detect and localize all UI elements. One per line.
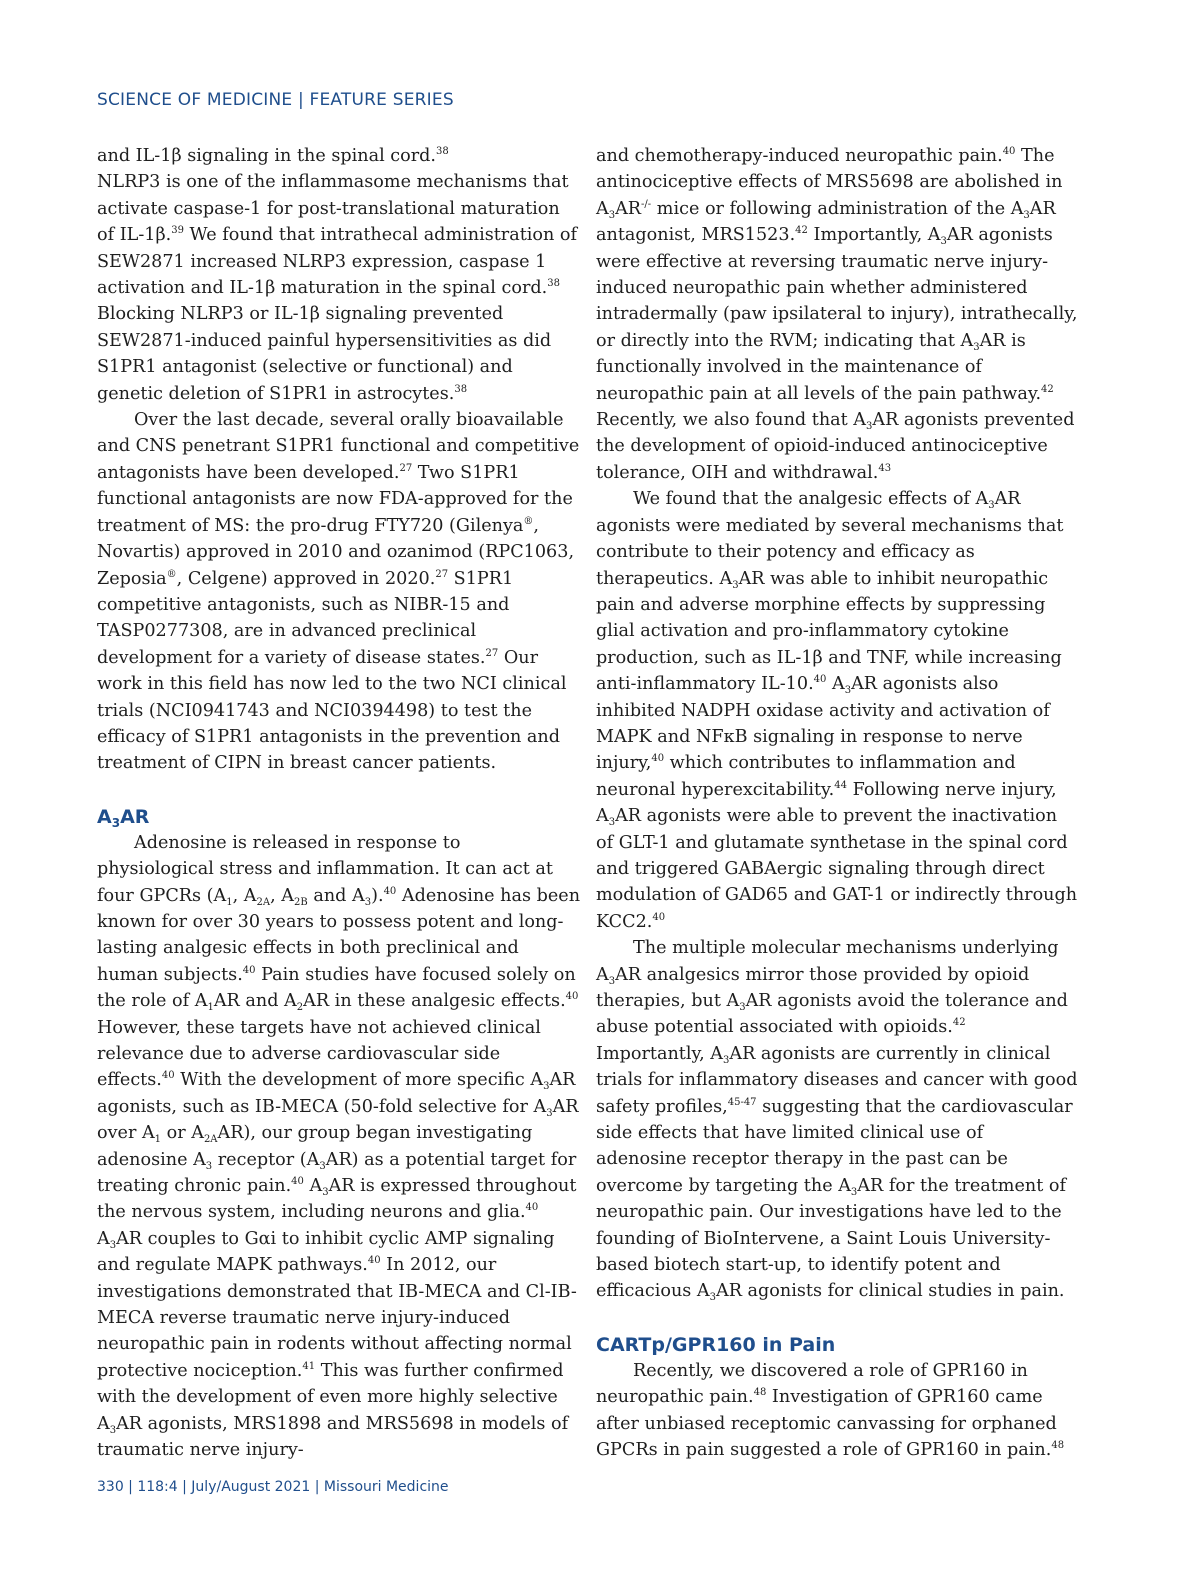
text-segment: However, these targets have not achieved clinical relevance due to adverse cardiovascular side effects.	[97, 1017, 541, 1091]
text-segment: A	[97, 1228, 110, 1249]
text-segment: AR agonists, MRS1898 and MRS5698 in models of traumatic nerve injury-	[97, 1413, 569, 1461]
text-segment: S1PR1 competitive antagonists, such as NIBR-15 and TASP0277308, are in advanced preclinical development for a variety of disease states.	[97, 568, 514, 668]
text-segment: Importantly, A	[596, 1043, 723, 1064]
subscript: 2	[296, 1002, 304, 1014]
text-segment: AR was able to inhibit neuropathic pain and adverse morphine effects by suppressing glial activation and pro-inflammatory cytokine production, such as IL-1β and TNF, while increasing anti-inflammatory IL-10.	[596, 568, 1062, 695]
citation: 45-47	[727, 1096, 757, 1108]
knockout-superscript: -/-	[641, 198, 652, 210]
text-segment: With the development of more specific A	[174, 1070, 544, 1091]
citation: 40	[1002, 146, 1016, 157]
citation: 48	[1051, 1440, 1065, 1452]
text-segment: AR agonists for clinical studies in pain.	[716, 1281, 1065, 1302]
text-segment: , Celgene) approved in 2020.	[176, 568, 436, 589]
text-segment: ).	[371, 885, 384, 906]
subscript: 3	[546, 1107, 553, 1119]
right-column	[596, 143, 1078, 1464]
subscript: 3	[109, 1424, 117, 1436]
text-segment: , Novartis) approved in 2010 and ozanimod (RPC1063, Zeposia	[97, 515, 575, 589]
text-segment: AR agonists, such as IB-MECA (50-fold selective for A	[97, 1070, 576, 1117]
subscript: 3	[608, 975, 616, 987]
subscript: 3	[722, 1054, 730, 1066]
subscript: 3	[844, 685, 852, 697]
left-column	[97, 143, 582, 1464]
text-segment: AR agonists were able to prevent the inactivation of GLT-1 and glutamate synthetase in the spinal cord and triggered GABAergic signaling through direct modulation of GAD65 and GAT-1 or indirectly through KCC2.	[596, 806, 1078, 932]
text-segment: mice or following administration of the A	[651, 198, 1024, 219]
text-segment: Recently, we also found that A	[596, 410, 867, 431]
text-segment: Importantly, A	[807, 225, 941, 246]
text-segment: A	[303, 1176, 323, 1197]
text-segment: , A	[232, 885, 257, 906]
text-segment: NLRP3 is one of the inflammasome mechanisms that activate caspase-1 for post-translational maturation of IL-1β.	[97, 172, 569, 246]
text-segment: A	[826, 674, 845, 695]
text-segment: or A	[161, 1123, 204, 1144]
text-segment: AR agonists were effective at reversing traumatic nerve injury-induced neuropathic pain whether administered intradermally (paw ipsilateral to injury), intrathecally, or directly into the RVM; indicating that A	[596, 225, 1078, 351]
text-segment: AR	[615, 198, 642, 219]
text-segment: The antinociceptive effects of MRS5698 are abolished in A	[596, 146, 1063, 219]
paragraph-adenosine	[97, 830, 582, 1464]
subscript: 3	[319, 1160, 326, 1172]
subscript: 3	[866, 421, 873, 433]
running-head: SCIENCE OF MEDICINE | FEATURE SERIES	[97, 90, 454, 110]
subscript: 3	[940, 236, 947, 248]
text-segment: Adenosine has been known for over 30 years to possess potent and long-lasting analgesic effects in both preclinical and human subjects.	[97, 885, 581, 985]
citation: 40	[651, 753, 665, 765]
citation: 43	[878, 462, 892, 474]
text-segment: which contributes to inflammation and neuronal hyperexcitability.	[596, 753, 1016, 800]
paragraph-mechanisms	[596, 486, 1078, 935]
subscript: 3	[608, 817, 616, 829]
registered-mark: ®	[523, 515, 534, 527]
text-segment: AR agonists are currently in clinical trials for inflammatory diseases and cancer with good safety profiles,	[596, 1043, 1078, 1117]
citation: 40	[291, 1176, 304, 1188]
text-segment: Recently, we discovered a role of GPR160 in neuropathic pain.	[596, 1360, 1028, 1408]
text-segment: We found that the analgesic effects of A	[633, 489, 989, 510]
citation: 39	[171, 225, 184, 237]
subscript: 2A	[256, 896, 271, 908]
text-segment: This was further confirmed with the development of even more highly selective A	[97, 1360, 564, 1434]
text-segment: AR agonists also inhibited NADPH oxidase activity and activation of MAPK and NFκB signaling in response to nerve injury,	[596, 674, 1050, 774]
subscript: 3	[732, 579, 739, 591]
heading-text: AR	[120, 805, 150, 828]
text-segment: AR over A	[97, 1096, 579, 1144]
subscript: 3	[709, 1292, 716, 1304]
registered-mark: ®	[166, 568, 177, 580]
subscript: 3	[850, 1186, 858, 1198]
page-footer: 330 | 118:4 | July/August 2021 | Missouri Medicine	[97, 1479, 449, 1495]
text-segment: Adenosine is released in response to physiological stress and inflammation. It can act at four GPCRs (A	[97, 832, 553, 906]
paragraph-s1pr1-antagonists	[97, 407, 582, 777]
subscript: 2A	[203, 1134, 218, 1146]
text-segment: , A	[270, 885, 295, 906]
text-segment: AR agonists were mediated by several mechanisms that contribute to their potency and efficacy as therapeutics. A	[596, 489, 1064, 589]
subscript: 3	[973, 341, 980, 353]
citation: 40	[383, 885, 397, 897]
text-segment: AR is expressed throughout the nervous system, including neurons and glia.	[97, 1176, 577, 1223]
heading-subscript: 3	[111, 815, 121, 830]
text-segment: In 2012, our investigations demonstrated that IB-MECA and Cl-IB-MECA reverse traumatic nerve injury-induced neuropathic pain in rodents without affecting normal protective nociception.	[97, 1255, 577, 1381]
text-segment: AR), our group began investigating adenosine A	[97, 1123, 533, 1170]
citation: 40	[813, 674, 827, 686]
citation: 44	[834, 779, 847, 791]
subscript: 3	[739, 1002, 746, 1013]
paragraph-nlrp3	[97, 143, 582, 407]
citation: 38	[436, 146, 449, 157]
text-segment: Over the last decade, several orally bioavailable and CNS penetrant S1PR1 functional and competitive antagonists have been developed.	[97, 410, 580, 483]
text-segment: and A	[307, 885, 365, 906]
text-segment: receptor (A	[212, 1149, 320, 1170]
subscript: 3	[322, 1187, 329, 1199]
citation: 48	[753, 1387, 767, 1399]
citation: 27	[435, 568, 449, 580]
citation: 42	[952, 1017, 966, 1029]
text-segment: and IL-1β signaling in the spinal cord.	[97, 146, 437, 166]
text-segment: suggesting that the cardiovascular side effects that have limited clinical use of adenosine receptor therapy in the past can be overcome by targeting the A	[596, 1096, 1073, 1196]
text-segment: Blocking NLRP3 or IL-1β signaling prevented SEW2871-induced painful hypersensitivities as did S1PR1 antagonist (selective or functional) and genetic deletion of S1PR1 in astrocytes.	[97, 304, 552, 404]
text-segment: AR analgesics mirror those provided by opioid therapies, but A	[596, 964, 1030, 1011]
citation: 40	[565, 991, 579, 1003]
citation: 40	[652, 911, 666, 923]
text-segment: and chemotherapy-induced neuropathic pain.	[596, 146, 1003, 166]
text-segment: AR antagonist, MRS1523.	[596, 198, 1056, 246]
text-segment: AR for the treatment of neuropathic pain. Our investigations have led to the founding of BioIntervene, a Saint Louis University-based biotech start-up, to identify potent and efficacious A	[596, 1175, 1066, 1302]
section-heading-cartp: CARTp/GPR160 in Pain	[596, 1333, 836, 1356]
text-segment: Investigation of GPR160 came after unbiased receptomic canvassing for orphaned GPCRs in pain suggested a role of GPR160 in pain.	[596, 1387, 1057, 1461]
paragraph-gpr160	[596, 1358, 1078, 1464]
subscript: 3	[109, 1239, 117, 1251]
text-segment: Our work in this field has now led to the two NCI clinical trials (NCI0941743 and NCI0394498) to test the efficacy of S1PR1 antagonists in the prevention and treatment of CIPN in breast cancer patients.	[97, 647, 567, 774]
citation: 40	[242, 964, 256, 976]
citation: 38	[547, 278, 560, 290]
subscript: 1	[154, 1134, 162, 1146]
text-segment: AR is functionally involved in the maintenance of neuropathic pain at all levels of the pain pathway.	[596, 330, 1042, 404]
citation: 42	[1041, 383, 1054, 395]
text-segment: AR couples to Gαi to inhibit cyclic AMP signaling and regulate MAPK pathways.	[97, 1228, 555, 1276]
text-segment: Two S1PR1 functional antagonists are now FDA-approved for the treatment of MS: the pro-drug FTY720 (Gilenya	[97, 462, 573, 536]
section-heading-a3ar	[97, 804, 582, 830]
citation: 40	[525, 1202, 539, 1214]
citation: 27	[485, 647, 499, 659]
citation: 41	[302, 1360, 316, 1372]
subscript: 3	[543, 1081, 550, 1093]
text-segment: The multiple molecular mechanisms underlying A	[596, 938, 1059, 985]
subscript: 3	[608, 209, 616, 221]
subscript: 2B	[294, 896, 308, 908]
subscript: 3	[205, 1160, 213, 1172]
citation: 42	[795, 225, 808, 237]
text-segment: AR agonists prevented the development of opioid-induced antinociceptive tolerance, OIH and withdrawal.	[596, 410, 1075, 483]
subscript: 3	[988, 500, 995, 512]
text-segment: We found that intrathecal administration of SEW2871 increased NLRP3 expression, caspase 1 activation and IL-1β maturation in the spinal cord.	[97, 225, 578, 299]
citation: 40	[161, 1070, 175, 1082]
text-segment: Following nerve injury, A	[596, 779, 1057, 827]
subscript: 3	[1023, 209, 1030, 221]
citation: 27	[399, 462, 413, 474]
subscript: 1	[207, 1002, 214, 1014]
paragraph-molecular-mechanisms	[596, 935, 1078, 1305]
subscript: 1	[226, 896, 233, 908]
heading-text: A	[97, 805, 112, 828]
text-segment: Pain studies have focused solely on the role of A	[97, 964, 576, 1012]
citation: 38	[454, 383, 468, 395]
subscript: 3	[364, 896, 372, 908]
text-segment: AR) as a potential target for treating chronic pain.	[97, 1149, 577, 1197]
paragraph-mrs5698	[596, 143, 1078, 486]
text-segment: AR in these analgesic effects.	[303, 991, 566, 1012]
text-segment: AR and A	[213, 991, 297, 1012]
citation: 40	[367, 1255, 381, 1267]
text-segment: AR agonists avoid the tolerance and abuse potential associated with opioids.	[596, 991, 1068, 1038]
